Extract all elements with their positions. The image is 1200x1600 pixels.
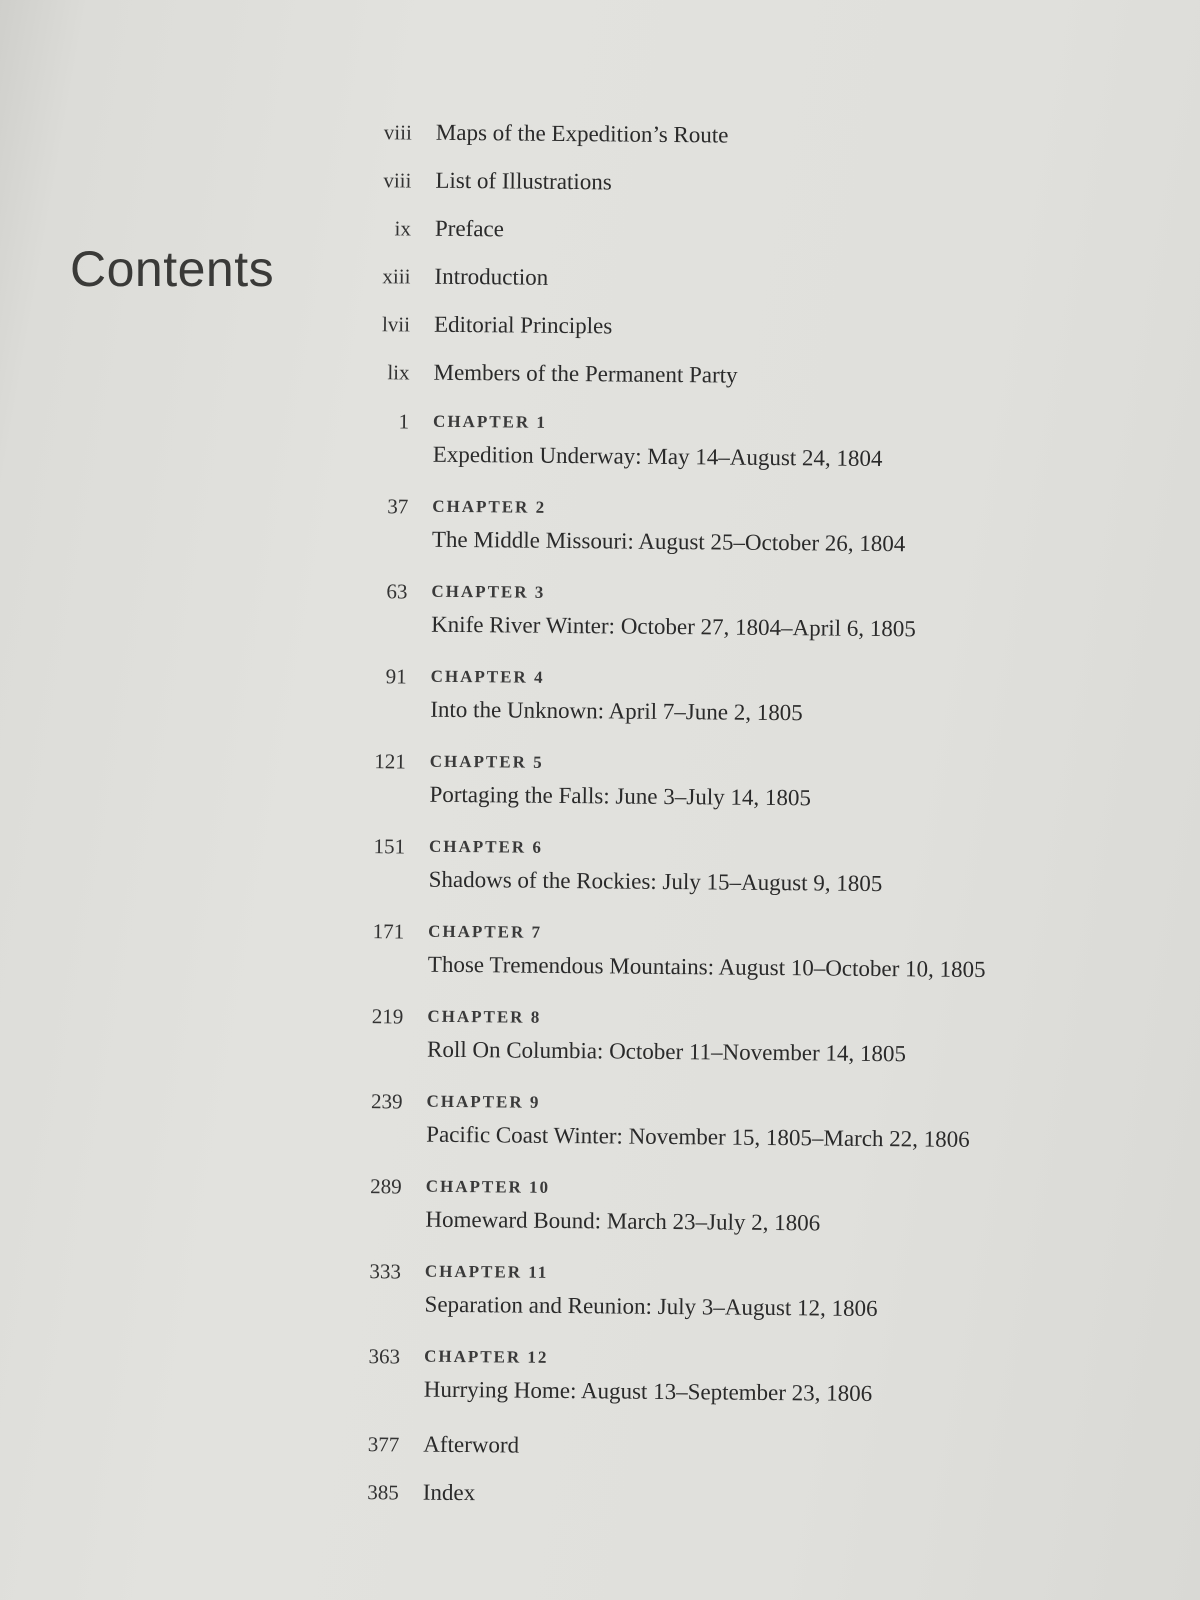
toc-page-number: 363 <box>368 1344 401 1369</box>
chapter-label: CHAPTER 11 <box>424 1261 549 1282</box>
toc-chapter-9 <box>350 1090 1111 1182</box>
chapter-title: The Middle Missouri: August 25–October 26, 1804 <box>431 526 906 557</box>
chapter-label: CHAPTER 6 <box>428 836 543 857</box>
toc-page-number: lvii <box>381 312 411 337</box>
toc-page-number: 333 <box>369 1259 402 1284</box>
toc-entry-title: Editorial Principles <box>433 311 613 339</box>
chapter-title: Those Tremendous Mountains: August 10–October 10, 1805 <box>427 951 986 983</box>
toc-chapter-6 <box>352 835 1113 927</box>
chapter-title: Roll On Columbia: October 11–November 14, 1805 <box>426 1036 907 1067</box>
toc-page-number: 239 <box>370 1089 403 1114</box>
toc-chapter-2 <box>356 495 1117 587</box>
toc-page-number: 37 <box>387 494 409 519</box>
table-of-contents <box>346 118 1119 1533</box>
toc-chapter-11 <box>348 1260 1109 1352</box>
toc-page-number: ix <box>394 216 412 241</box>
toc-page-number: 385 <box>367 1480 399 1505</box>
toc-page-number: 151 <box>373 834 406 859</box>
chapter-label: CHAPTER 8 <box>427 1006 542 1027</box>
toc-page-number: viii <box>383 120 412 145</box>
chapter-title: Pacific Coast Winter: November 15, 1805–March 22, 1806 <box>426 1121 970 1152</box>
toc-page-number: viii <box>383 168 412 193</box>
toc-page-number: 121 <box>374 749 406 774</box>
toc-chapter-5 <box>353 750 1114 842</box>
toc-entry-title: Afterword <box>423 1431 520 1458</box>
toc-entry-members <box>357 358 1117 413</box>
toc-chapter-10 <box>349 1175 1110 1267</box>
chapter-label: CHAPTER 4 <box>430 666 545 687</box>
chapter-label: CHAPTER 9 <box>426 1091 541 1112</box>
chapter-title: Separation and Reunion: July 3–August 12, 1806 <box>424 1291 878 1322</box>
toc-chapter-12 <box>347 1345 1108 1437</box>
chapter-title: Knife River Winter: October 27, 1804–April 6, 1805 <box>431 611 917 642</box>
chapter-label: CHAPTER 5 <box>429 751 544 772</box>
chapter-title: Expedition Underway: May 14–August 24, 1804 <box>432 441 883 472</box>
chapter-title: Into the Unknown: April 7–June 2, 1805 <box>430 696 803 726</box>
toc-entry-index <box>346 1478 1106 1533</box>
toc-page-number: 219 <box>371 1004 404 1029</box>
toc-page-number: 63 <box>386 579 408 604</box>
toc-page-number: 171 <box>372 919 405 944</box>
toc-entry-illustrations <box>359 166 1119 221</box>
toc-entry-maps <box>360 118 1120 173</box>
toc-entry-title: Members of the Permanent Party <box>433 359 738 388</box>
toc-page-number: 91 <box>385 664 407 689</box>
toc-entry-title: Introduction <box>434 263 549 290</box>
toc-entry-title: Index <box>422 1479 476 1506</box>
toc-entry-title: Maps of the Expedition’s Route <box>435 119 729 148</box>
toc-entry-preface <box>359 214 1119 269</box>
toc-page-number: lix <box>387 360 410 385</box>
chapter-label: CHAPTER 10 <box>425 1176 551 1197</box>
chapter-label: CHAPTER 1 <box>433 411 548 432</box>
chapter-title: Homeward Bound: March 23–July 2, 1806 <box>425 1206 821 1236</box>
page-title: Contents <box>70 241 275 297</box>
toc-page-number: 1 <box>398 409 410 434</box>
toc-chapter-4 <box>354 665 1115 757</box>
chapter-label: CHAPTER 2 <box>432 496 547 517</box>
toc-entry-title: Preface <box>434 215 505 242</box>
chapter-label: CHAPTER 7 <box>428 921 543 942</box>
toc-chapter-3 <box>355 580 1116 672</box>
toc-page-number: 289 <box>370 1174 402 1199</box>
toc-page-number: xiii <box>382 264 411 289</box>
chapter-title: Portaging the Falls: June 3–July 14, 1805 <box>429 781 812 811</box>
toc-page-number: 377 <box>367 1432 400 1457</box>
chapter-label: CHAPTER 12 <box>424 1346 549 1367</box>
chapter-label: CHAPTER 3 <box>431 581 546 602</box>
toc-entry-editorial-principles <box>358 310 1118 365</box>
chapter-title: Hurrying Home: August 13–September 23, 1806 <box>423 1376 873 1406</box>
toc-chapter-7 <box>351 920 1112 1012</box>
toc-entry-introduction <box>358 262 1118 317</box>
toc-entry-title: List of Illustrations <box>435 167 612 195</box>
chapter-title: Shadows of the Rockies: July 15–August 9, 1805 <box>428 866 883 897</box>
toc-chapter-8 <box>351 1005 1112 1097</box>
toc-chapter-1 <box>356 410 1117 502</box>
toc-entry-afterword <box>347 1430 1107 1485</box>
